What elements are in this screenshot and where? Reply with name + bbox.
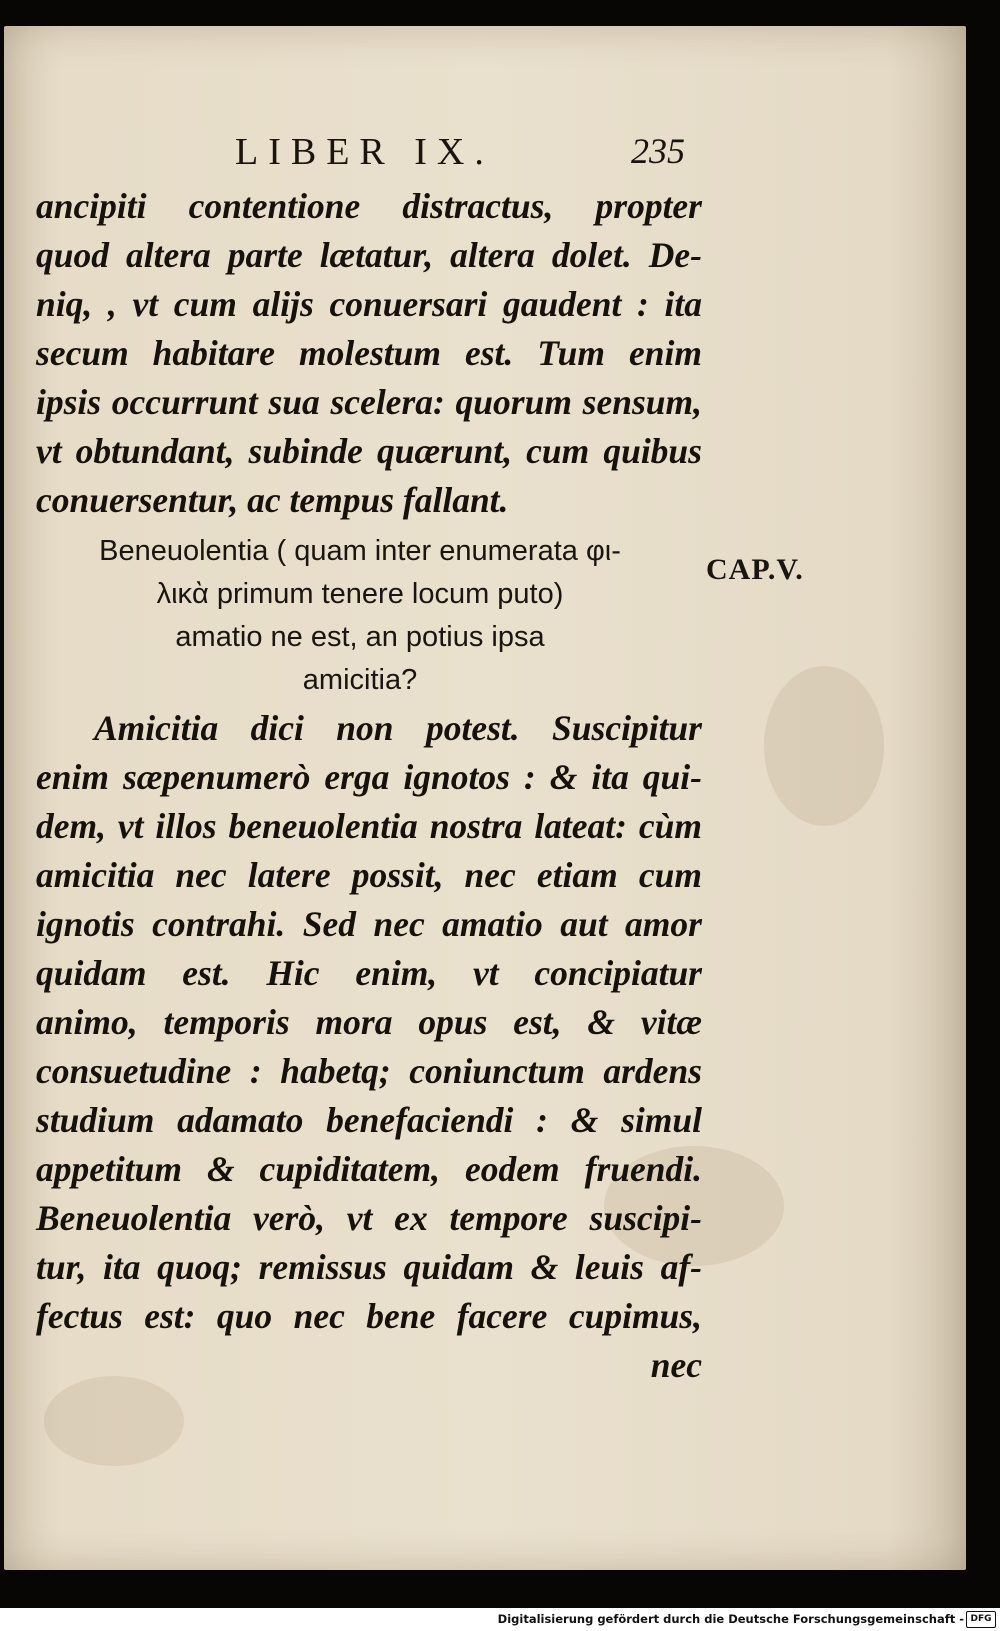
- page-header: [225, 130, 685, 180]
- text-line: secum habitare molestum est. Tum enim: [36, 333, 702, 373]
- text-line: consuetudine : habetq; coniunctum ardens: [36, 1051, 702, 1091]
- dfg-logo: DFG: [966, 1611, 996, 1628]
- heading-line: λικὰ primum tenere locum puto): [156, 578, 564, 610]
- text-line: appetitum & cupiditatem, eodem fruendi.: [36, 1149, 702, 1189]
- heading-line: amicitia?: [302, 664, 418, 696]
- text-line: tur, ita quoq; remissus quidam & leuis af-: [36, 1247, 702, 1287]
- text-line: niq, , vt cum alijs conuersari gaudent : ita: [36, 284, 702, 324]
- text-line: vt obtundant, subinde quærunt, cum quibus: [36, 431, 702, 471]
- footer-bar: [0, 1608, 1000, 1631]
- heading-line: Beneuolentia ( quam inter enumerata φι-: [99, 535, 621, 567]
- catchword: nec: [650, 1345, 702, 1385]
- text-line: ignotis contrahi. Sed nec amatio aut amor: [36, 904, 702, 944]
- paragraph-2: [36, 704, 702, 1390]
- text-line: conuersentur, ac tempus fallant.: [36, 480, 509, 520]
- text-line: animo, temporis mora opus est, & vitæ: [36, 1002, 702, 1042]
- text-line: amicitia nec latere possit, nec etiam cum: [36, 855, 702, 895]
- text-line: enim sæpenumerò erga ignotos : & ita qui-: [36, 757, 702, 797]
- text-line: quod altera parte lætatur, altera dolet. De-: [36, 235, 702, 275]
- text-line: fectus est: quo nec bene facere cupimus,: [36, 1296, 702, 1336]
- text-line: studium adamato benefaciendi : & simul: [36, 1100, 702, 1140]
- text-line: ancipiti contentione distractus, propter: [36, 186, 702, 226]
- heading-line: amatio ne est, an potius ipsa: [175, 621, 545, 653]
- running-head: LIBER IX.: [235, 131, 494, 173]
- page-number: 235: [631, 131, 685, 171]
- text-line: ipsis occurrunt sua scelera: quorum sensum,: [36, 382, 702, 422]
- chapter-label: CAP.V.: [706, 553, 804, 586]
- text-line: Beneuolentia verò, vt ex tempore suscipi-: [36, 1198, 702, 1238]
- paper-stain: [764, 666, 884, 826]
- text-line: Amicitia dici non potest. Suscipitur: [94, 708, 702, 748]
- text-line: quidam est. Hic enim, vt concipiatur: [36, 953, 702, 993]
- text-line: dem, vt illos beneuolentia nostra lateat: cùm: [36, 806, 702, 846]
- funding-credit: Digitalisierung gefördert durch die Deutsche Forschungsgemeinschaft -: [497, 1612, 964, 1626]
- paragraph-1: [36, 182, 702, 525]
- chapter-heading: [40, 530, 680, 702]
